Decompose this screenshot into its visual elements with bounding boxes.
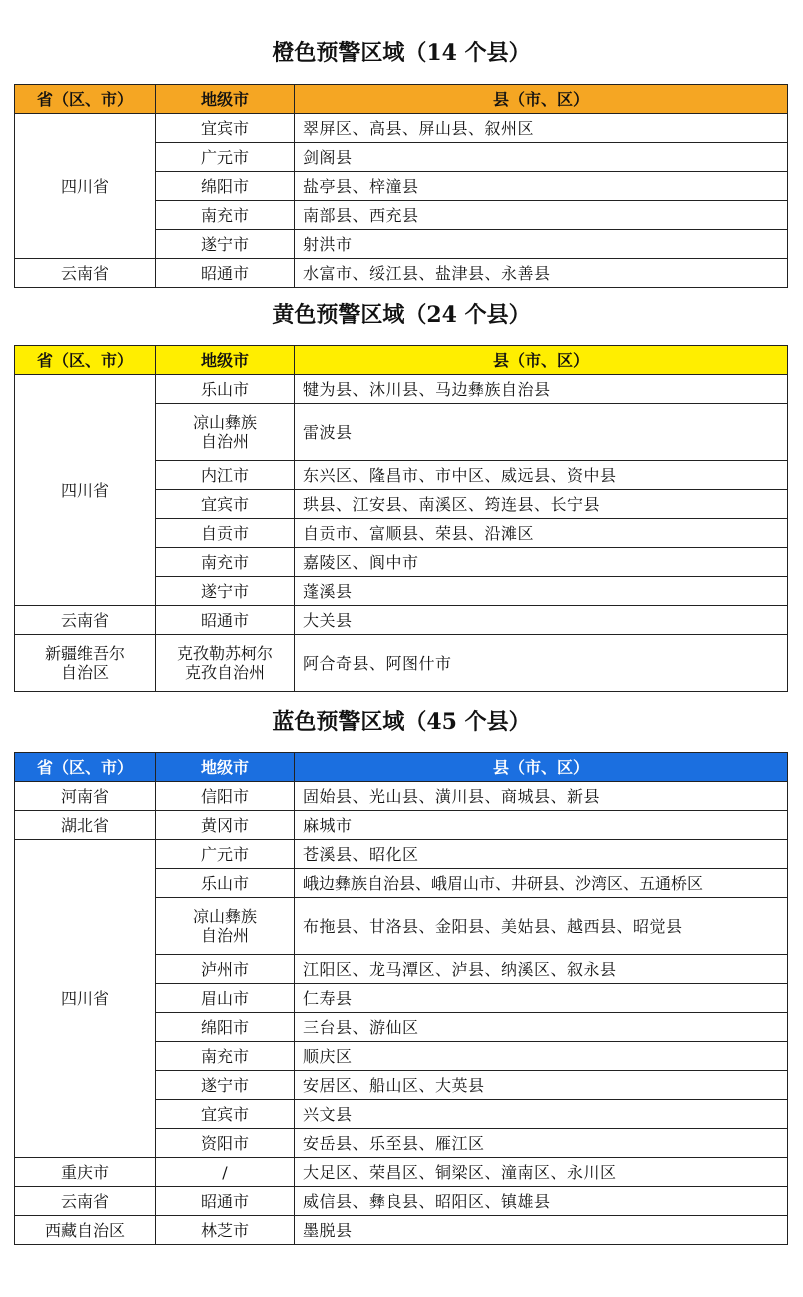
city-cell: 绵阳市 (156, 172, 295, 201)
city-cell: 资阳市 (156, 1129, 295, 1158)
city-cell: 南充市 (156, 548, 295, 577)
city-cell: 绵阳市 (156, 1013, 295, 1042)
yellow-warning-table (14, 345, 788, 692)
city-cell: 南充市 (156, 1042, 295, 1071)
county-cell: 南部县、西充县 (295, 201, 788, 230)
province-cell: 四川省 (15, 840, 156, 1158)
table-row (15, 259, 788, 288)
city-cell: / (156, 1158, 295, 1187)
city-cell: 广元市 (156, 143, 295, 172)
province-cell: 四川省 (15, 375, 156, 606)
table-header-row (15, 85, 788, 114)
city-line: 克孜自治州 (184, 663, 265, 682)
county-cell: 安岳县、乐至县、雁江区 (295, 1129, 788, 1158)
city-line: 克孜勒苏柯尔 (176, 644, 273, 663)
city-cell (156, 898, 295, 955)
city-cell: 林芝市 (156, 1216, 295, 1245)
province-cell: 云南省 (15, 1187, 156, 1216)
county-cell: 翠屏区、高县、屏山县、叙州区 (295, 114, 788, 143)
county-cell: 三台县、游仙区 (295, 1013, 788, 1042)
city-cell: 宜宾市 (156, 114, 295, 143)
city-cell: 黄冈市 (156, 811, 295, 840)
blue-warning-table (14, 752, 788, 1245)
city-cell: 眉山市 (156, 984, 295, 1013)
county-cell: 大关县 (295, 606, 788, 635)
city-cell: 昭通市 (156, 259, 295, 288)
county-cell: 固始县、光山县、潢川县、商城县、新县 (295, 782, 788, 811)
city-cell: 昭通市 (156, 1187, 295, 1216)
table-row (15, 840, 788, 869)
header-province: 省（区、市） (15, 753, 156, 782)
header-county: 县（市、区） (295, 85, 788, 114)
province-cell: 四川省 (15, 114, 156, 259)
city-cell: 南充市 (156, 201, 295, 230)
city-cell: 昭通市 (156, 606, 295, 635)
county-cell: 江阳区、龙马潭区、泸县、纳溪区、叙永县 (295, 955, 788, 984)
table-row (15, 811, 788, 840)
county-cell: 顺庆区 (295, 1042, 788, 1071)
county-cell: 犍为县、沐川县、马边彝族自治县 (295, 375, 788, 404)
province-line: 自治区 (60, 663, 109, 682)
county-cell: 苍溪县、昭化区 (295, 840, 788, 869)
orange-section-title: 橙色预警区域（14 个县） (272, 40, 531, 66)
header-county: 县（市、区） (295, 346, 788, 375)
county-cell: 安居区、船山区、大英县 (295, 1071, 788, 1100)
table-row (15, 1187, 788, 1216)
county-cell: 大足区、荣昌区、铜梁区、潼南区、永川区 (295, 1158, 788, 1187)
city-line: 自治州 (200, 926, 249, 945)
city-cell: 乐山市 (156, 869, 295, 898)
county-cell: 麻城市 (295, 811, 788, 840)
table-header-row (15, 753, 788, 782)
yellow-section-title: 黄色预警区域（24 个县） (272, 302, 531, 328)
county-cell: 墨脱县 (295, 1216, 788, 1245)
city-cell: 乐山市 (156, 375, 295, 404)
city-cell: 遂宁市 (156, 230, 295, 259)
table-row (15, 114, 788, 143)
city-line: 凉山彝族 (192, 907, 257, 926)
table-row (15, 606, 788, 635)
province-cell: 西藏自治区 (15, 1216, 156, 1245)
orange-warning-table (14, 84, 788, 288)
county-cell: 蓬溪县 (295, 577, 788, 606)
header-city: 地级市 (156, 346, 295, 375)
county-cell: 珙县、江安县、南溪区、筠连县、长宁县 (295, 490, 788, 519)
table-row (15, 375, 788, 404)
county-cell: 兴文县 (295, 1100, 788, 1129)
city-cell: 广元市 (156, 840, 295, 869)
county-cell: 嘉陵区、阆中市 (295, 548, 788, 577)
header-city: 地级市 (156, 85, 295, 114)
province-cell: 云南省 (15, 259, 156, 288)
table-header-row (15, 346, 788, 375)
county-cell: 射洪市 (295, 230, 788, 259)
city-cell: 遂宁市 (156, 577, 295, 606)
header-city: 地级市 (156, 753, 295, 782)
county-cell: 盐亭县、梓潼县 (295, 172, 788, 201)
county-cell: 雷波县 (295, 404, 788, 461)
city-cell: 宜宾市 (156, 1100, 295, 1129)
city-cell: 内江市 (156, 461, 295, 490)
county-cell: 仁寿县 (295, 984, 788, 1013)
county-cell: 峨边彝族自治县、峨眉山市、井研县、沙湾区、五通桥区 (295, 869, 788, 898)
table-row (15, 635, 788, 692)
city-line: 自治州 (200, 432, 249, 451)
province-cell: 重庆市 (15, 1158, 156, 1187)
province-cell: 云南省 (15, 606, 156, 635)
city-cell: 遂宁市 (156, 1071, 295, 1100)
table-row (15, 782, 788, 811)
table-row (15, 1216, 788, 1245)
city-cell (156, 635, 295, 692)
province-line: 新疆维吾尔 (44, 644, 125, 663)
header-province: 省（区、市） (15, 85, 156, 114)
province-cell: 湖北省 (15, 811, 156, 840)
province-cell (15, 635, 156, 692)
county-cell: 布拖县、甘洛县、金阳县、美姑县、越西县、昭觉县 (295, 898, 788, 955)
city-cell: 宜宾市 (156, 490, 295, 519)
province-cell: 河南省 (15, 782, 156, 811)
city-cell: 信阳市 (156, 782, 295, 811)
header-county: 县（市、区） (295, 753, 788, 782)
city-cell (156, 404, 295, 461)
county-cell: 水富市、绥江县、盐津县、永善县 (295, 259, 788, 288)
county-cell: 东兴区、隆昌市、市中区、威远县、资中县 (295, 461, 788, 490)
city-cell: 自贡市 (156, 519, 295, 548)
blue-section-title: 蓝色预警区域（45 个县） (272, 709, 531, 735)
city-line: 凉山彝族 (192, 413, 257, 432)
table-row (15, 1158, 788, 1187)
county-cell: 阿合奇县、阿图什市 (295, 635, 788, 692)
county-cell: 威信县、彝良县、昭阳区、镇雄县 (295, 1187, 788, 1216)
header-province: 省（区、市） (15, 346, 156, 375)
county-cell: 自贡市、富顺县、荣县、沿滩区 (295, 519, 788, 548)
city-cell: 泸州市 (156, 955, 295, 984)
county-cell: 剑阁县 (295, 143, 788, 172)
